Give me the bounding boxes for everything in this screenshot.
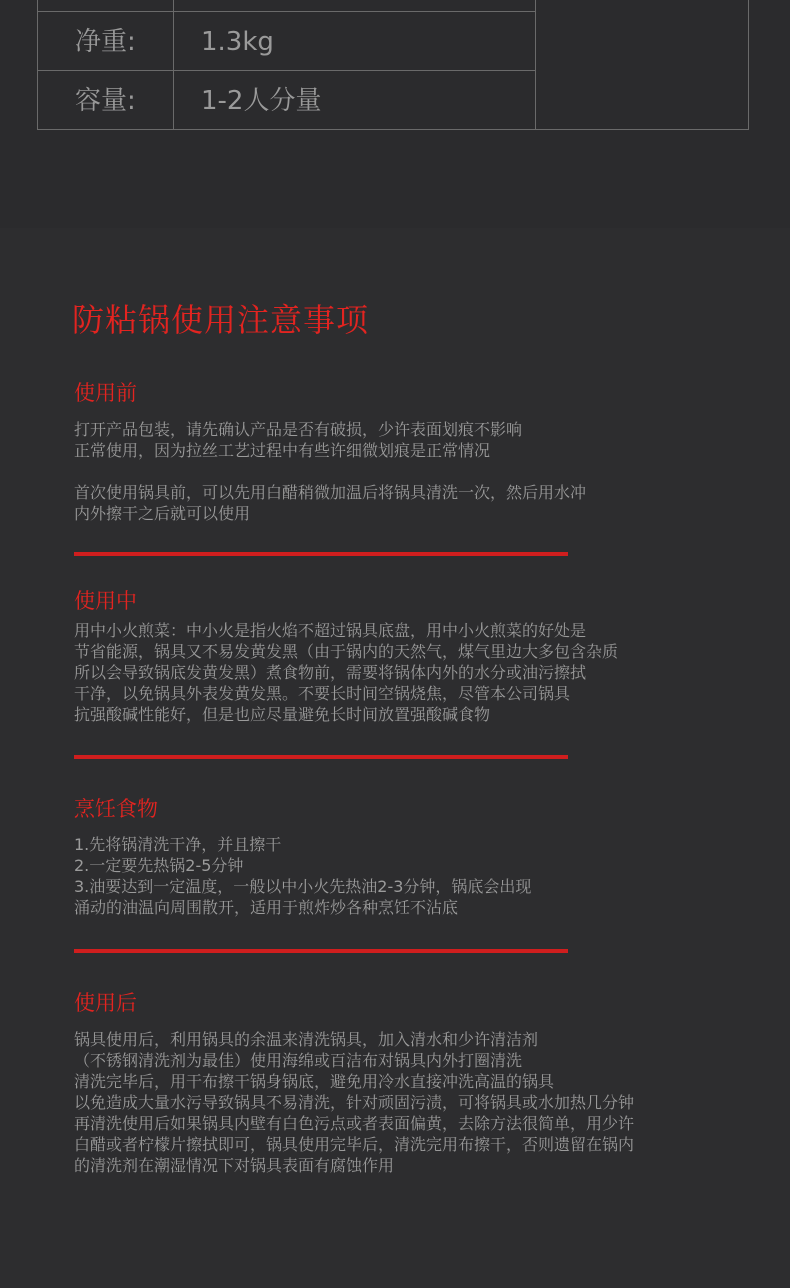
- before-use-paragraph: [74, 482, 586, 524]
- text-line: （不锈钢清洗剂为最佳）使用海绵或百洁布对锅具内外打圈清洗: [74, 1051, 523, 1070]
- text-line: 内外擦干之后就可以使用: [74, 504, 251, 523]
- spec-row-divider: [38, 11, 536, 12]
- text-line: 正常使用，因为拉丝工艺过程中有些许细微划痕是正常情况: [74, 441, 491, 460]
- text-line: 再清洗使用后如果锅具内壁有白色污点或者表面偏黄，去除方法很简单，用少许: [74, 1114, 635, 1133]
- spec-table-divider: [535, 0, 536, 129]
- text-line: 以免造成大量水污导致锅具不易清洗，针对顽固污渍，可将锅具或水加热几分钟: [74, 1093, 635, 1112]
- before-use-paragraph: [74, 419, 522, 461]
- spec-row-divider: [38, 70, 536, 71]
- spec-value-weight: 1.3kg: [201, 27, 274, 57]
- spec-table-divider: [173, 0, 174, 129]
- spec-label-weight: 净重:: [75, 27, 136, 57]
- text-line: 3.油要达到一定温度，一般以中小火先热油2-3分钟，锅底会出现: [74, 877, 532, 896]
- text-line: 锅具使用后，利用锅具的余温来清洗锅具，加入清水和少许清洁剂: [74, 1030, 539, 1049]
- text-line: 2.一定要先热锅2-5分钟: [74, 856, 244, 875]
- text-line: 所以会导致锅底发黄发黑）煮食物前，需要将锅体内外的水分或油污擦拭: [74, 663, 587, 682]
- text-line: 1.先将锅清洗干净，并且擦干: [74, 835, 282, 854]
- text-line: 首次使用锅具前，可以先用白醋稍微加温后将锅具清洗一次，然后用水冲: [74, 483, 587, 502]
- spec-section: [0, 0, 790, 228]
- section-divider: [74, 949, 568, 953]
- text-line: 节省能源，锅具又不易发黄发黑（由于锅内的天然气，煤气里边大多包含杂质: [74, 642, 619, 661]
- section-heading-before-use: 使用前: [74, 381, 137, 405]
- notes-title: 防粘锅使用注意事项: [72, 301, 370, 339]
- text-line: 抗强酸碱性能好，但是也应尽量避免长时间放置强酸碱食物: [74, 705, 491, 724]
- after-use-paragraph: [74, 1029, 634, 1176]
- section-heading-cooking: 烹饪食物: [74, 797, 158, 821]
- section-divider: [74, 552, 568, 556]
- usage-notes-section: [0, 228, 790, 1288]
- section-divider: [74, 755, 568, 759]
- text-line: 打开产品包装，请先确认产品是否有破损，少许表面划痕不影响: [74, 420, 523, 439]
- cooking-paragraph: [74, 834, 531, 918]
- text-line: 干净，以免锅具外表发黄发黑。不要长时间空锅烧焦，尽管本公司锅具: [74, 684, 571, 703]
- spec-label-capacity: 容量:: [75, 86, 136, 116]
- spec-table: [37, 0, 749, 130]
- text-line: 涌动的油温向周围散开，适用于煎炸炒各种烹饪不沾底: [74, 898, 459, 917]
- text-line: 白醋或者柠檬片擦拭即可，锅具使用完毕后，清洗完用布擦干，否则遗留在锅内: [74, 1135, 635, 1154]
- text-line: 用中小火煎菜：中小火是指火焰不超过锅具底盘，用中小火煎菜的好处是: [74, 621, 587, 640]
- during-use-paragraph: [74, 620, 618, 725]
- text-line: 的清洗剂在潮湿情况下对锅具表面有腐蚀作用: [74, 1156, 395, 1175]
- spec-value-capacity: 1-2人分量: [201, 86, 322, 116]
- section-heading-during-use: 使用中: [74, 589, 137, 613]
- text-line: 清洗完毕后，用干布擦干锅身锅底，避免用冷水直接冲洗高温的锅具: [74, 1072, 555, 1091]
- section-heading-after-use: 使用后: [74, 991, 137, 1015]
